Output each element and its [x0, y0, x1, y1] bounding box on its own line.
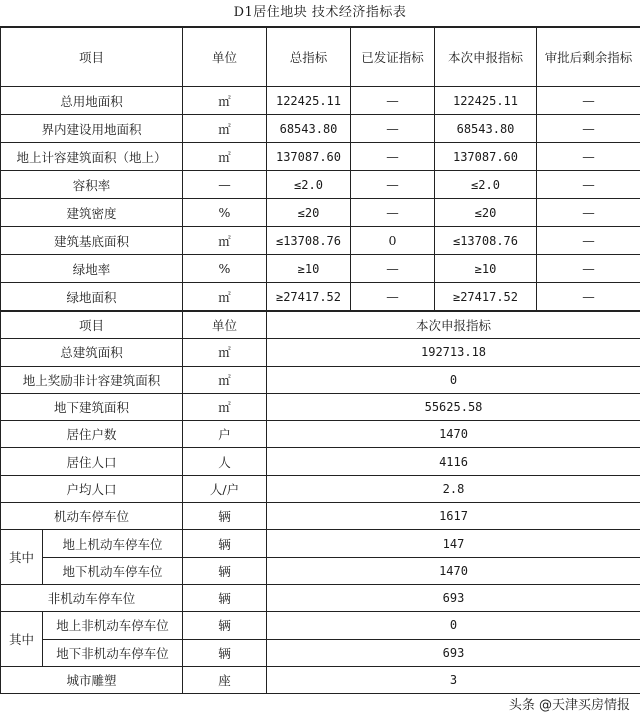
header-total: 总指标 — [267, 28, 351, 87]
row-issued: — — [351, 283, 435, 311]
table-row — [1, 557, 640, 584]
table-row — [1, 227, 640, 255]
row-unit: % — [183, 199, 267, 227]
table-row — [1, 171, 640, 199]
row-item: 绿地面积 — [1, 283, 183, 311]
header-item: 项目 — [1, 312, 183, 339]
header-unit: 单位 — [183, 28, 267, 87]
row-unit: ㎡ — [183, 115, 267, 143]
row-item: 建筑密度 — [1, 199, 183, 227]
row-remaining: — — [537, 143, 640, 171]
row-value: 147 — [267, 530, 640, 557]
group-label: 其中 — [1, 612, 43, 667]
row-current: 68543.80 — [435, 115, 537, 143]
row-current: 122425.11 — [435, 87, 537, 115]
row-current: ≥27417.52 — [435, 283, 537, 311]
header-unit: 单位 — [183, 312, 267, 339]
row-value: 693 — [267, 639, 640, 666]
header-item: 项目 — [1, 28, 183, 87]
row-unit: — — [183, 171, 267, 199]
row-item: 建筑基底面积 — [1, 227, 183, 255]
row-remaining: — — [537, 283, 640, 311]
table-row — [1, 255, 640, 283]
row-unit: % — [183, 255, 267, 283]
row-item: 户均人口 — [1, 475, 183, 502]
row-total: ≤2.0 — [267, 171, 351, 199]
row-issued: 0 — [351, 227, 435, 255]
row-item: 地上计容建筑面积（地上） — [1, 143, 183, 171]
table-row — [1, 503, 640, 530]
row-total: ≥10 — [267, 255, 351, 283]
row-item: 居住户数 — [1, 421, 183, 448]
table-header-row — [1, 28, 640, 87]
row-unit: 辆 — [183, 639, 267, 666]
row-item: 地上非机动车停车位 — [43, 612, 183, 639]
row-current: ≤2.0 — [435, 171, 537, 199]
row-total: 137087.60 — [267, 143, 351, 171]
row-unit: ㎡ — [183, 87, 267, 115]
row-unit: ㎡ — [183, 339, 267, 366]
indicator-table — [0, 27, 640, 311]
row-issued: — — [351, 255, 435, 283]
table-row — [1, 393, 640, 420]
table-row — [1, 530, 640, 557]
group-label: 其中 — [1, 530, 43, 585]
table-header-row — [1, 312, 640, 339]
table-title: D1居住地块 技术经济指标表 — [0, 0, 640, 27]
row-value: 192713.18 — [267, 339, 640, 366]
row-issued: — — [351, 87, 435, 115]
row-item: 地下建筑面积 — [1, 393, 183, 420]
header-issued: 已发证指标 — [351, 28, 435, 87]
row-total: ≥27417.52 — [267, 283, 351, 311]
row-unit: 辆 — [183, 503, 267, 530]
row-value: 4116 — [267, 448, 640, 475]
row-unit: 辆 — [183, 612, 267, 639]
row-unit: 人/户 — [183, 475, 267, 502]
row-unit: ㎡ — [183, 143, 267, 171]
row-value: 3 — [267, 666, 640, 693]
row-item: 非机动车停车位 — [1, 584, 183, 611]
table-row — [1, 666, 640, 693]
row-item: 总建筑面积 — [1, 339, 183, 366]
row-total: 68543.80 — [267, 115, 351, 143]
row-item: 居住人口 — [1, 448, 183, 475]
table-row — [1, 475, 640, 502]
row-issued: — — [351, 143, 435, 171]
row-item: 城市雕塑 — [1, 666, 183, 693]
table-row — [1, 339, 640, 366]
row-remaining: — — [537, 199, 640, 227]
row-unit: 座 — [183, 666, 267, 693]
row-item: 机动车停车位 — [1, 503, 183, 530]
row-item: 地上机动车停车位 — [43, 530, 183, 557]
row-issued: — — [351, 199, 435, 227]
source-watermark: 头条 @天津买房情报 — [507, 694, 632, 713]
table-row — [1, 87, 640, 115]
row-item: 绿地率 — [1, 255, 183, 283]
table-row — [1, 115, 640, 143]
row-current: ≥10 — [435, 255, 537, 283]
row-total: 122425.11 — [267, 87, 351, 115]
header-value: 本次申报指标 — [267, 312, 640, 339]
row-value: 1617 — [267, 503, 640, 530]
row-item: 地上奖励非计容建筑面积 — [1, 366, 183, 393]
row-unit: ㎡ — [183, 283, 267, 311]
header-current: 本次申报指标 — [435, 28, 537, 87]
row-value: 1470 — [267, 421, 640, 448]
row-item: 总用地面积 — [1, 87, 183, 115]
table-row — [1, 199, 640, 227]
row-value: 0 — [267, 366, 640, 393]
table-row — [1, 448, 640, 475]
row-item: 界内建设用地面积 — [1, 115, 183, 143]
row-value: 0 — [267, 612, 640, 639]
header-remaining: 审批后剩余指标 — [537, 28, 640, 87]
row-remaining: — — [537, 87, 640, 115]
row-value: 693 — [267, 584, 640, 611]
row-remaining: — — [537, 171, 640, 199]
row-current: ≤13708.76 — [435, 227, 537, 255]
row-item: 容积率 — [1, 171, 183, 199]
row-unit: ㎡ — [183, 366, 267, 393]
row-unit: ㎡ — [183, 393, 267, 420]
row-total: ≤13708.76 — [267, 227, 351, 255]
row-value: 2.8 — [267, 475, 640, 502]
table-row — [1, 421, 640, 448]
row-issued: — — [351, 115, 435, 143]
table-row — [1, 639, 640, 666]
row-total: ≤20 — [267, 199, 351, 227]
row-issued: — — [351, 171, 435, 199]
row-current: 137087.60 — [435, 143, 537, 171]
row-item: 地下机动车停车位 — [43, 557, 183, 584]
row-value: 1470 — [267, 557, 640, 584]
row-unit: 辆 — [183, 530, 267, 557]
table-row — [1, 143, 640, 171]
row-current: ≤20 — [435, 199, 537, 227]
row-unit: 辆 — [183, 584, 267, 611]
table-row — [1, 612, 640, 639]
row-value: 55625.58 — [267, 393, 640, 420]
row-remaining: — — [537, 115, 640, 143]
table-row — [1, 366, 640, 393]
declared-indicator-table — [0, 311, 640, 694]
row-unit: ㎡ — [183, 227, 267, 255]
row-unit: 辆 — [183, 557, 267, 584]
row-unit: 人 — [183, 448, 267, 475]
table-row — [1, 283, 640, 311]
row-unit: 户 — [183, 421, 267, 448]
row-remaining: — — [537, 255, 640, 283]
row-remaining: — — [537, 227, 640, 255]
table-row — [1, 584, 640, 611]
row-item: 地下非机动车停车位 — [43, 639, 183, 666]
